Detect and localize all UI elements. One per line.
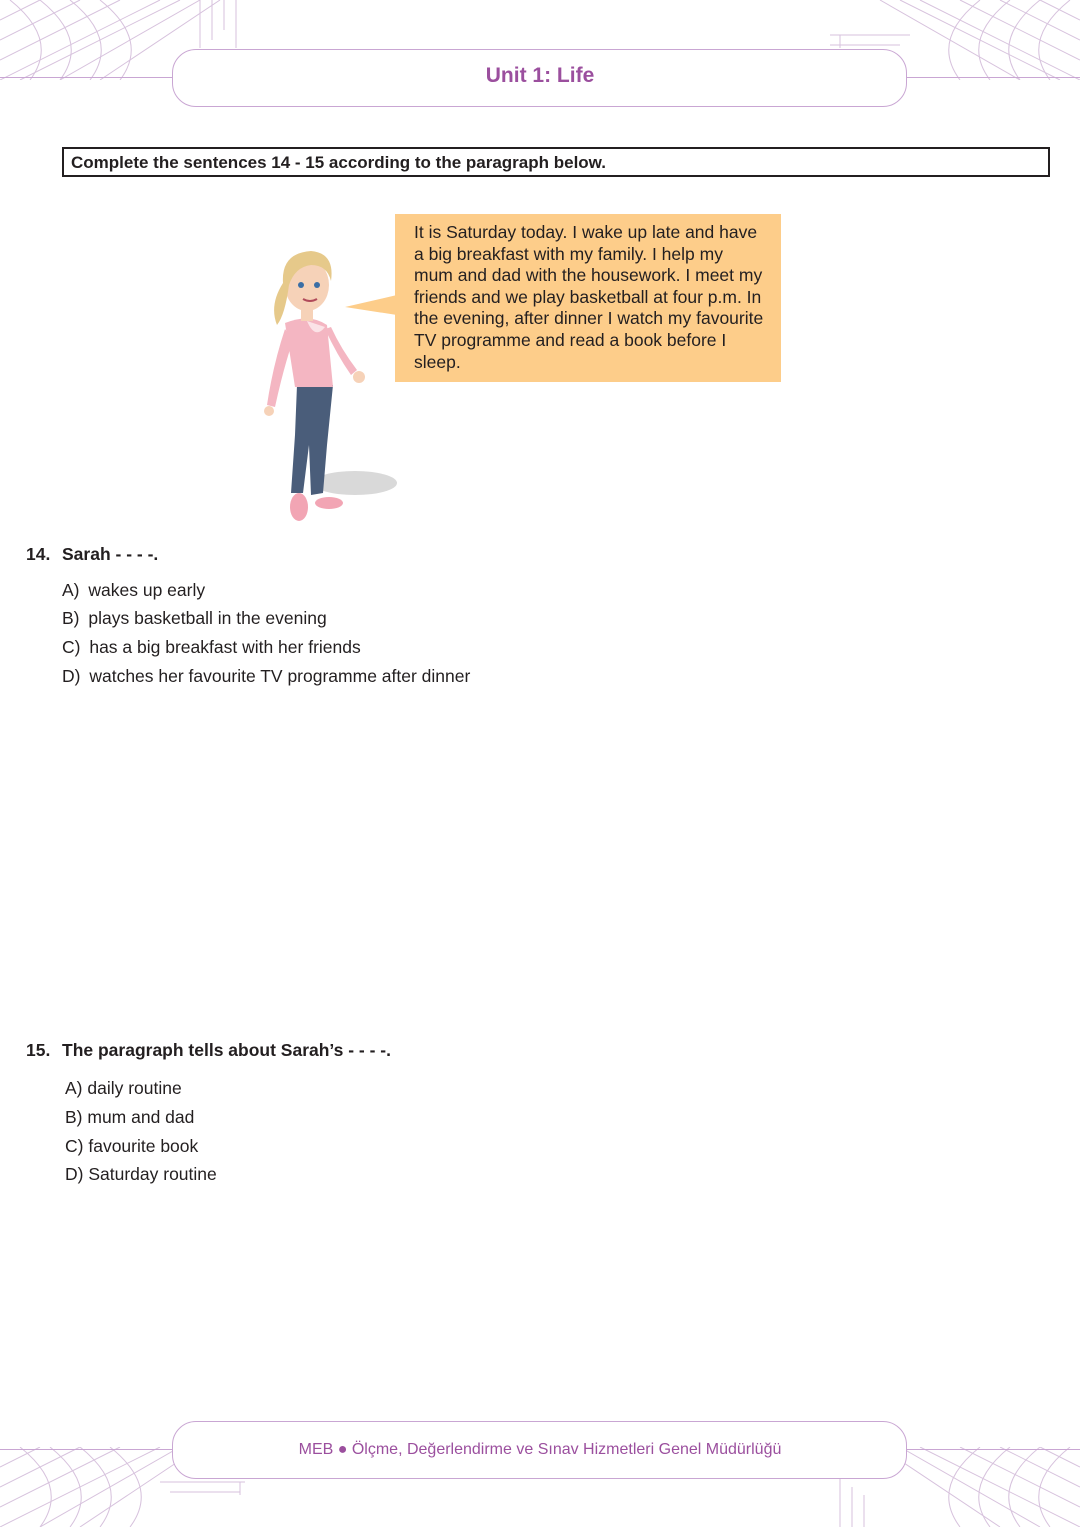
paragraph-line: mum and dad with the housework. I meet my bbox=[414, 265, 763, 286]
paragraph-text bbox=[414, 222, 776, 373]
paragraph-line: It is Saturday today. I wake up late and have bbox=[414, 222, 758, 242]
question-15-number: 15. bbox=[26, 1040, 51, 1060]
instruction-text: Complete the sentences 14 - 15 according to the paragraph below. bbox=[71, 153, 607, 172]
option-text: favourite book bbox=[88, 1136, 199, 1156]
page-title: Unit 1: Life bbox=[485, 64, 595, 87]
question-15-option-c[interactable] bbox=[65, 1136, 198, 1157]
option-text: has a big breakfast with her friends bbox=[89, 637, 361, 657]
speech-bubble bbox=[395, 214, 781, 382]
question-14-option-b[interactable] bbox=[62, 608, 327, 629]
question-14-number: 14. bbox=[26, 544, 51, 564]
option-text: wakes up early bbox=[88, 580, 206, 600]
instruction-box bbox=[62, 147, 1050, 177]
option-text: daily routine bbox=[87, 1078, 182, 1098]
question-14-option-d[interactable] bbox=[62, 666, 470, 687]
speech-bubble-tail bbox=[345, 295, 397, 317]
paragraph-line: friends and we play basketball at four p.m. In bbox=[414, 286, 762, 307]
question-15-stem: The paragraph tells about Sarah’s - - - -. bbox=[62, 1040, 391, 1060]
option-letter: D) bbox=[62, 666, 81, 686]
girl-character-icon bbox=[255, 245, 400, 530]
option-letter: A) bbox=[62, 580, 80, 600]
option-text: Saturday routine bbox=[88, 1164, 217, 1184]
paragraph-line: a big breakfast with my family. I help my bbox=[414, 243, 723, 264]
option-letter: C) bbox=[65, 1136, 84, 1156]
paragraph-line: the evening, after dinner I watch my favourite bbox=[414, 308, 764, 329]
paragraph-line: sleep. bbox=[414, 351, 461, 372]
option-text: watches her favourite TV programme after dinner bbox=[89, 666, 471, 686]
option-text: plays basketball in the evening bbox=[88, 608, 327, 628]
question-15-option-b[interactable] bbox=[65, 1107, 194, 1128]
option-letter: A) bbox=[65, 1078, 83, 1098]
option-letter: B) bbox=[62, 608, 80, 628]
question-14-stem: Sarah - - - -. bbox=[62, 544, 159, 564]
question-15-option-a[interactable] bbox=[65, 1078, 182, 1099]
question-15-option-d[interactable] bbox=[65, 1164, 217, 1185]
question-14-option-a[interactable] bbox=[62, 580, 205, 601]
option-letter: B) bbox=[65, 1107, 83, 1127]
option-letter: C) bbox=[62, 637, 81, 657]
option-text: mum and dad bbox=[87, 1107, 195, 1127]
paragraph-line: TV programme and read a book before I bbox=[414, 329, 727, 350]
footer-text: MEB ● Ölçme, Değerlendirme ve Sınav Hizmetleri Genel Müdürlüğü bbox=[298, 1441, 782, 1458]
question-14-option-c[interactable] bbox=[62, 637, 361, 658]
option-letter: D) bbox=[65, 1164, 84, 1184]
